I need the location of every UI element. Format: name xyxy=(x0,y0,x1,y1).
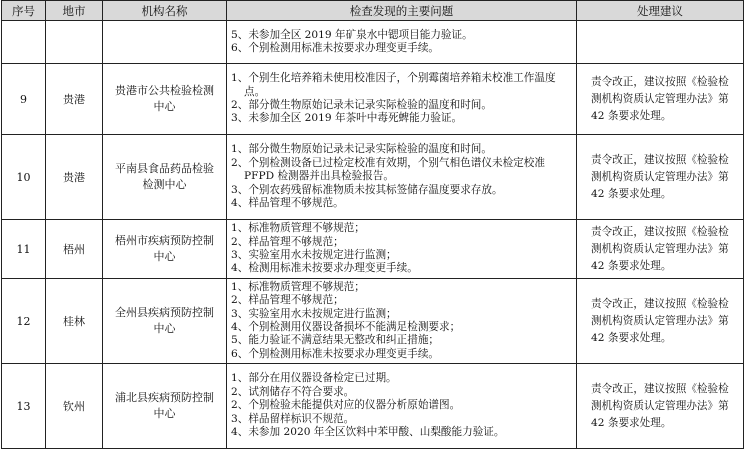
header-seq: 序号 xyxy=(2,1,46,21)
issue-item: 2、试剂储存不符合要求。 xyxy=(231,385,355,398)
issue-item: 3、未参加全区 2019 年茶叶中毒死蜱能力验证。 xyxy=(231,112,463,125)
inspection-table xyxy=(1,0,744,449)
row-issues xyxy=(227,220,577,279)
row-issues xyxy=(227,64,577,135)
row-suggestion: 责令改正，建议按照《检验检测机构资质认定管理办法》第 42 条要求处理。 xyxy=(577,279,744,364)
issue-item: 3、实验室用水未按规定进行监测； xyxy=(231,307,397,320)
row-issues xyxy=(227,21,577,64)
row-seq: 9 xyxy=(2,64,46,135)
row-city xyxy=(46,21,103,64)
row-suggestion: 责令改正，建议按照《检验检测机构资质认定管理办法》第 42 条要求处理。 xyxy=(577,364,744,449)
row-org: 平南县食品药品检验检测中心 xyxy=(103,135,227,220)
header-org: 机构名称 xyxy=(103,1,227,21)
row-seq: 11 xyxy=(2,220,46,279)
issue-item: 1、标准物质管理不够规范； xyxy=(231,280,365,293)
issue-item: 3、样品留样标识不规范。 xyxy=(231,412,355,425)
row-city: 桂林 xyxy=(46,279,103,364)
issue-item: 4、检测用标准未按要求办理变更手续。 xyxy=(231,262,418,275)
row-city: 贵港 xyxy=(46,64,103,135)
row-issues xyxy=(227,364,577,449)
table-row xyxy=(2,135,744,220)
row-org: 贵港市公共检验检测中心 xyxy=(103,64,227,135)
row-city: 贵港 xyxy=(46,135,103,220)
row-org: 全州县疾病预防控制中心 xyxy=(103,279,227,364)
row-suggestion: 责令改正，建议按照《检验检测机构资质认定管理办法》第 42 条要求处理。 xyxy=(577,135,744,220)
row-issues xyxy=(227,135,577,220)
issue-item: 3、个别农药残留标准物质未按其标签储存温度要求存放。 xyxy=(231,183,503,196)
row-suggestion xyxy=(577,21,744,64)
issue-item: 6、个别检测用标准未按要求办理变更手续。 xyxy=(231,347,440,360)
row-suggestion: 责令改正，建议按照《检验检测机构资质认定管理办法》第 42 条要求处理。 xyxy=(577,220,744,279)
issue-item: 5、能力验证不满意结果无整改和纠正措施； xyxy=(231,334,440,347)
issue-item: 2、样品管理不够规范； xyxy=(231,294,344,307)
issue-item: 2、样品管理不够规范； xyxy=(231,235,344,248)
issue-item: 2、个别检测设备已过检定校准有效期，个别气相色谱仪未检定校准 PFPD 检测器并出具检验报告。 xyxy=(231,156,545,183)
row-org: 梧州市疾病预防控制中心 xyxy=(103,220,227,279)
row-seq: 12 xyxy=(2,279,46,364)
issue-item: 2、部分微生物原始记录未记录实际检验的温度和时间。 xyxy=(231,99,492,111)
row-seq: 10 xyxy=(2,135,46,220)
table-header-row xyxy=(2,1,744,21)
issue-item: 1、部分在用仪器设备检定已过期。 xyxy=(231,372,397,385)
issue-item: 3、实验室用水未按规定进行监测； xyxy=(231,249,397,261)
table-row xyxy=(2,279,744,364)
issue-item: 6、个别检测用标准未按要求办理变更手续。 xyxy=(231,42,440,54)
table-row xyxy=(2,220,744,279)
table-row xyxy=(2,21,744,64)
issue-item: 1、标准物质管理不够规范； xyxy=(231,222,365,235)
issue-item: 1、个别生化培养箱未使用校准因子，个别霉菌培养箱未校准工作温度点。 xyxy=(231,72,556,98)
issue-item: 1、部分微生物原始记录未记录实际检验的温度和时间。 xyxy=(231,143,492,156)
row-issues xyxy=(227,279,577,364)
row-org xyxy=(103,21,227,64)
issue-item: 4、未参加 2020 年全区饮料中苯甲酸、山梨酸能力验证。 xyxy=(231,426,505,439)
issue-item: 4、个别检测用仪器设备损坏不能满足检测要求； xyxy=(231,321,461,333)
row-org: 浦北县疾病预防控制中心 xyxy=(103,364,227,449)
row-seq xyxy=(2,21,46,64)
header-suggestion: 处理建议 xyxy=(577,1,744,21)
issue-item: 4、样品管理不够规范。 xyxy=(231,197,344,210)
header-city: 地市 xyxy=(46,1,103,21)
row-suggestion: 责令改正，建议按照《检验检测机构资质认定管理办法》第 42 条要求处理。 xyxy=(577,64,744,135)
row-city: 梧州 xyxy=(46,220,103,279)
table-row xyxy=(2,364,744,449)
issue-item: 2、个别检验未能提供对应的仪器分析原始谱图。 xyxy=(231,399,461,412)
row-seq: 13 xyxy=(2,364,46,449)
issue-item: 5、未参加全区 2019 年矿泉水中锶项目能力验证。 xyxy=(231,28,473,41)
header-issues: 检查发现的主要问题 xyxy=(227,1,577,21)
row-city: 钦州 xyxy=(46,364,103,449)
table-row xyxy=(2,64,744,135)
